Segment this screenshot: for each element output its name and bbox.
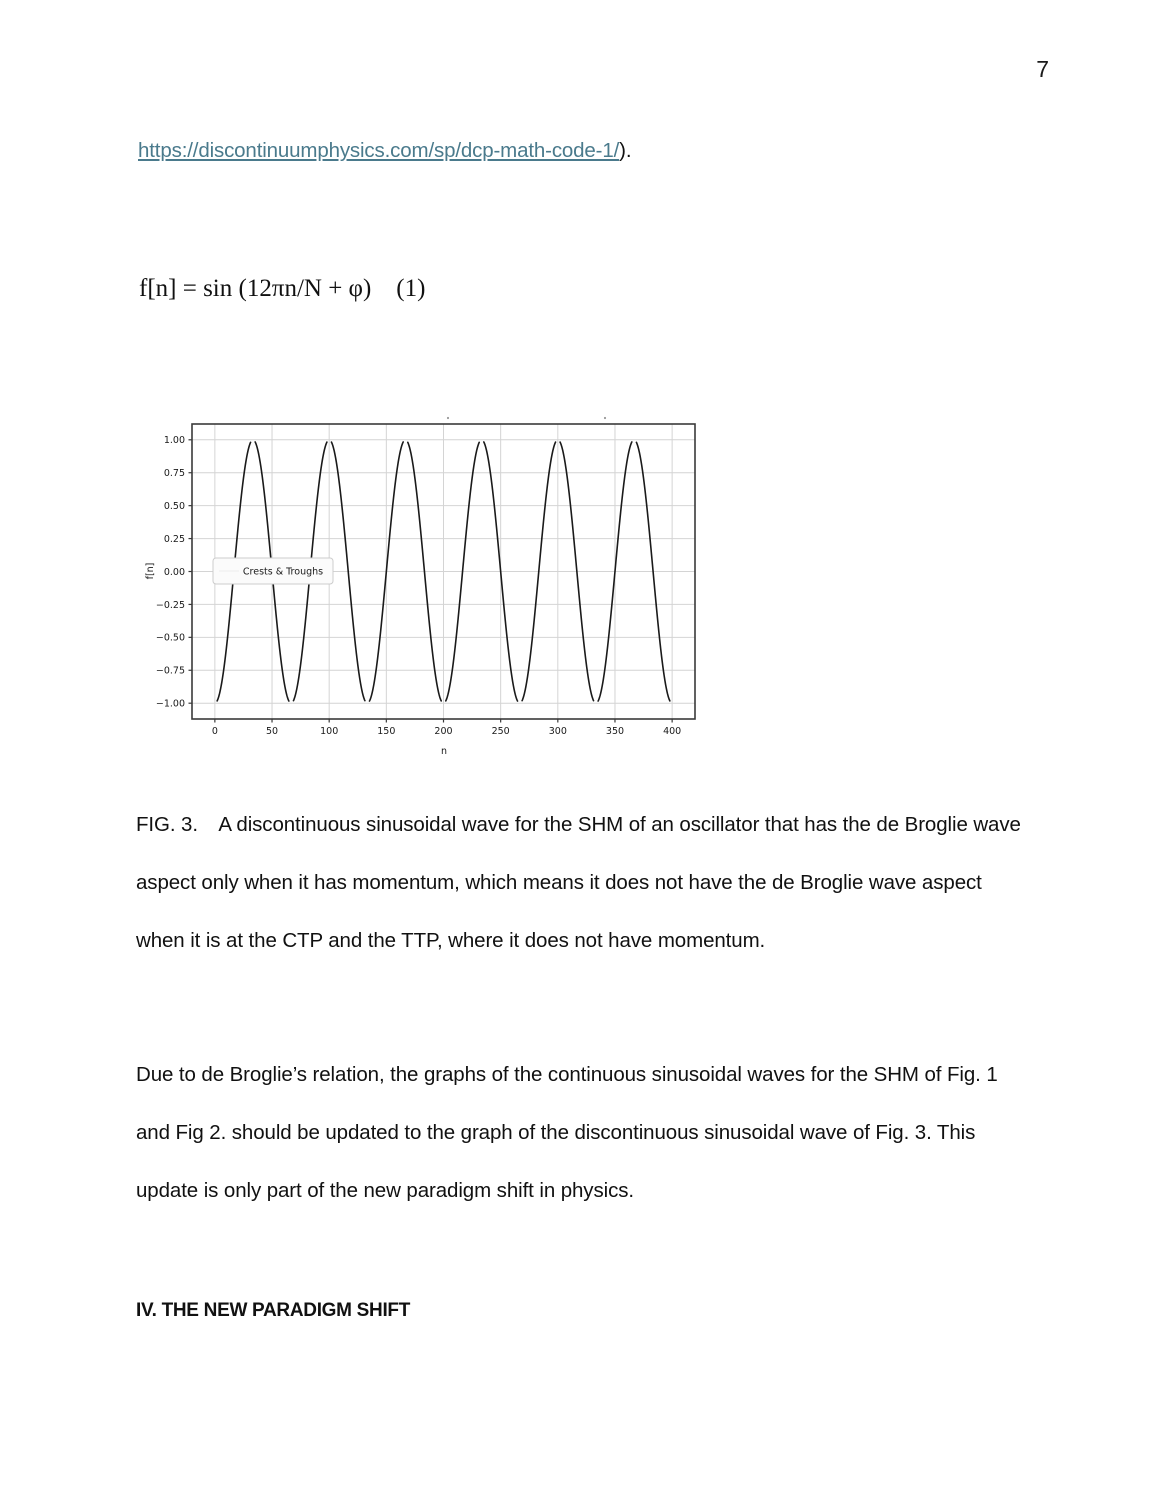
svg-text:350: 350 — [605, 726, 625, 737]
svg-text:100: 100 — [320, 726, 339, 737]
artifact-dot-right — [604, 417, 606, 419]
svg-text:150: 150 — [377, 726, 396, 737]
figure-3-caption: FIG. 3. A discontinuous sinusoidal wave for the SHM of an oscillator that has the de Broglie wave aspect only when it has momentum, which means it does not have the de Broglie wave aspect when it is at the CTP and the TTP, where it does not have momentum. — [136, 813, 1021, 952]
svg-text:0.25: 0.25 — [163, 533, 185, 545]
figure-3 — [135, 412, 705, 762]
url-trailing-text: ). — [619, 139, 632, 162]
svg-text:0.00: 0.00 — [163, 566, 185, 578]
svg-text:1.00: 1.00 — [163, 435, 185, 447]
x-axis-ticks — [212, 719, 681, 737]
svg-text:−0.50: −0.50 — [155, 632, 185, 644]
discontinuous-sine-chart — [135, 412, 705, 762]
legend-label: Crests & Troughs — [242, 566, 324, 578]
svg-text:300: 300 — [548, 726, 567, 737]
y-axis-ticks — [156, 435, 192, 709]
url-line — [138, 136, 631, 166]
body-paragraph-1: Due to de Broglie’s relation, the graphs of the continuous sinusoidal waves for the SHM of Fig. 1 and Fig 2. should be updated to the graph of the discontinuous sinusoidal wave of Fig. 3. This update is only part of the new paradigm shift in physics. — [136, 1063, 998, 1202]
svg-text:0.50: 0.50 — [163, 501, 185, 513]
chart-legend[interactable] — [213, 558, 333, 584]
svg-text:−0.25: −0.25 — [155, 599, 185, 611]
svg-text:250: 250 — [491, 726, 510, 737]
svg-text:50: 50 — [265, 726, 279, 737]
svg-text:−0.75: −0.75 — [155, 665, 185, 677]
equation-1: f[n] = sin (12πn/N + φ) (1) — [139, 275, 426, 302]
x-axis-label: n — [440, 746, 448, 757]
svg-text:0: 0 — [211, 726, 218, 737]
source-code-link[interactable]: https://discontinuumphysics.com/sp/dcp-math-code-1/ — [138, 139, 620, 162]
section-heading-iv: IV. THE NEW PARADIGM SHIFT — [136, 1300, 411, 1321]
svg-text:200: 200 — [434, 726, 453, 737]
y-axis-label: f[n] — [145, 562, 156, 580]
page-number: 7 — [1036, 56, 1049, 82]
svg-text:−1.00: −1.00 — [155, 698, 185, 710]
svg-text:400: 400 — [663, 726, 682, 737]
svg-text:0.75: 0.75 — [163, 468, 185, 480]
artifact-dot-left — [447, 417, 449, 419]
